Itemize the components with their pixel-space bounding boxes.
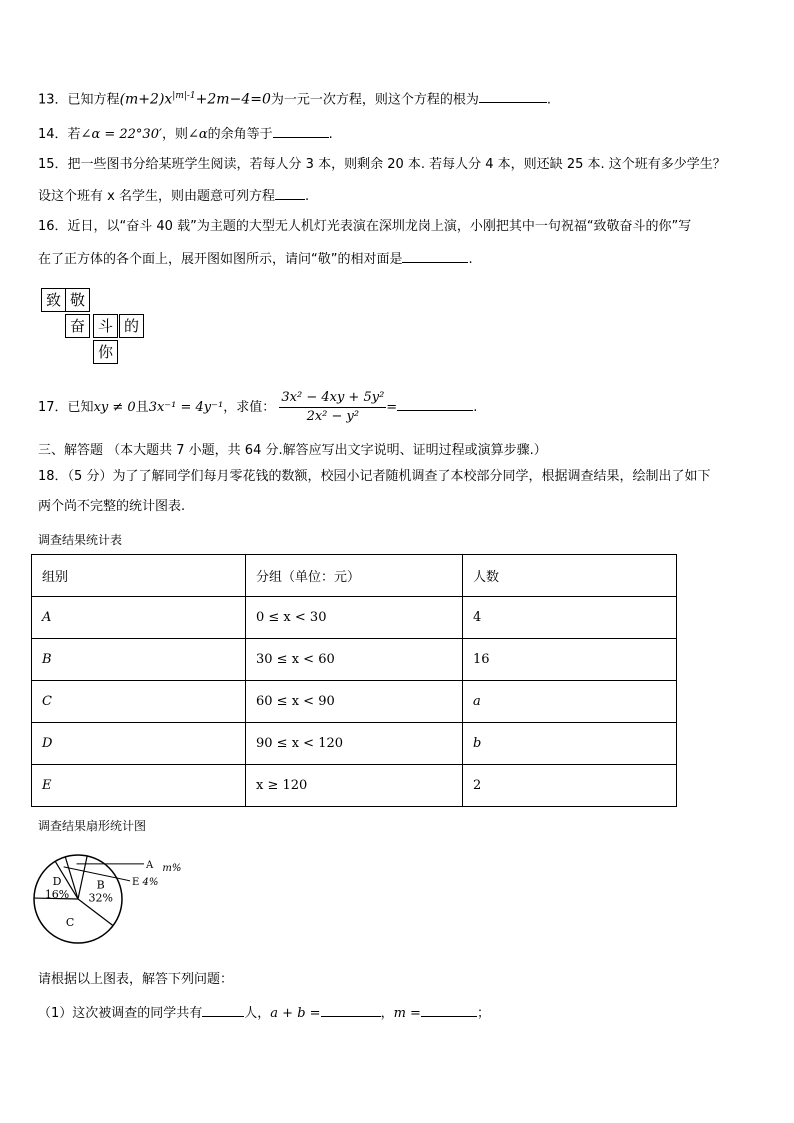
- question-text: 设这个班有 x 名学生，则由题意可列方程: [38, 189, 275, 204]
- pie-slice-label: D: [52, 874, 62, 888]
- answer-blank[interactable]: [275, 185, 305, 200]
- period: .: [473, 400, 478, 415]
- question-text: 且: [135, 400, 149, 415]
- period: .: [328, 127, 333, 142]
- period: .: [468, 252, 473, 267]
- equation: xy ≠ 0: [93, 400, 136, 415]
- table-cell-range: 0 ≤ x < 30: [246, 597, 463, 639]
- survey-table: [31, 554, 677, 807]
- question-number: 13．: [38, 92, 68, 108]
- question-text: （1）这次被调查的同学共有: [38, 1006, 203, 1021]
- pie-slice-value: 32%: [88, 891, 113, 905]
- question-text: 若: [67, 127, 81, 142]
- cube-face-fen: 奋: [65, 314, 90, 338]
- pie-slice-value: 4%: [142, 876, 159, 888]
- pie-chart-title: 调查结果扇形统计图: [38, 819, 147, 833]
- question-15-line1: 15．把一些图书分给某班学生阅读，若每人分 3 本，则剩余 20 本. 若每人分 4 本，则还缺 25 本. 这个班有多少学生？: [38, 157, 726, 172]
- angle-symbol: ∠α: [187, 127, 208, 142]
- table-header: 人数: [463, 555, 677, 597]
- exponent: |m|-1: [172, 91, 196, 101]
- question-text: 人，: [244, 1006, 271, 1021]
- cube-face-jing: 敬: [65, 288, 90, 312]
- answer-blank[interactable]: [397, 396, 473, 411]
- answer-blank[interactable]: [273, 123, 329, 138]
- table-cell-count: a: [463, 681, 677, 723]
- cube-face-ni: 你: [93, 340, 118, 364]
- question-14: [38, 123, 333, 145]
- question-text: ，则: [161, 127, 188, 142]
- table-cell-group: B: [32, 639, 246, 681]
- table-cell-group: D: [32, 723, 246, 765]
- pie-slice-label: E 4%: [132, 876, 159, 888]
- equation: (m+2)x: [119, 91, 173, 108]
- table-header-row: [32, 555, 677, 597]
- section-3-heading: 三、解答题 （本大题共 7 小题，共 64 分.解答应写出文字说明、证明过程或演算步骤.）: [38, 443, 547, 458]
- question-text: 已知: [67, 400, 94, 415]
- equation: ∠α = 22°30′: [80, 127, 162, 142]
- table-title: 调查结果统计表: [38, 533, 123, 547]
- table-row: [32, 765, 677, 807]
- sub-question-1: [38, 1002, 490, 1024]
- question-18-line1: 18．（5 分）为了了解同学们每月零花钱的数额，校园小记者随机调查了本校部分同学，根据调查结果，绘制出了如下: [38, 469, 711, 484]
- prompt-text: 请根据以上图表，解答下列问题：: [38, 972, 234, 987]
- table-cell-range: 30 ≤ x < 60: [246, 639, 463, 681]
- pie-slice-label: B: [96, 878, 105, 892]
- question-18-line2: 两个尚不完整的统计图表.: [38, 499, 186, 514]
- table-cell-range: 90 ≤ x < 120: [246, 723, 463, 765]
- pie-chart: [30, 846, 230, 956]
- question-text: ，求值：: [223, 400, 276, 415]
- table-cell-count: 2: [463, 765, 677, 807]
- fraction-denominator: 2x² − y²: [306, 409, 360, 424]
- equation: 3x⁻¹ = 4y⁻¹: [148, 400, 224, 415]
- table-row: [32, 723, 677, 765]
- question-text: ；: [476, 1006, 490, 1021]
- period: .: [546, 92, 552, 108]
- equation-tail: +2m−4=0: [195, 91, 271, 108]
- table-row: [32, 681, 677, 723]
- table-cell-group: A: [32, 597, 246, 639]
- answer-blank-m[interactable]: [421, 1002, 477, 1017]
- question-number: 14．: [38, 127, 68, 142]
- answer-blank-total[interactable]: [202, 1002, 244, 1017]
- pie-slice-value: m%: [162, 862, 182, 874]
- pie-slice-label: A m%: [146, 859, 182, 874]
- fraction: [279, 389, 386, 426]
- table-row: [32, 639, 677, 681]
- table-cell-range: 60 ≤ x < 90: [246, 681, 463, 723]
- question-text: ，: [380, 1006, 394, 1021]
- table-cell-group: C: [32, 681, 246, 723]
- answer-blank[interactable]: [402, 248, 468, 263]
- fraction-numerator: 3x² − 4xy + 5y²: [279, 389, 386, 408]
- pie-slice-label: C: [65, 915, 75, 929]
- cube-face-dou: 斗: [93, 314, 118, 338]
- table-cell-range: x ≥ 120: [246, 765, 463, 807]
- equals-sign: =: [386, 400, 398, 415]
- table-cell-count: 4: [463, 597, 677, 639]
- equation: m =: [393, 1006, 421, 1021]
- answer-blank-ab[interactable]: [321, 1002, 381, 1017]
- question-17: [38, 388, 477, 428]
- cube-face-zhi: 致: [41, 288, 66, 312]
- table-cell-group: E: [32, 765, 246, 807]
- table-header: 分组（单位：元）: [246, 555, 463, 597]
- question-text: 在了正方体的各个面上，展开图如图所示，请问“敬”的相对面是: [38, 252, 403, 267]
- pie-slice-value: 16%: [44, 887, 70, 901]
- question-13: [38, 86, 551, 110]
- table-header: 组别: [32, 555, 246, 597]
- question-text: 的余角等于: [207, 127, 273, 142]
- equation: a + b =: [270, 1006, 321, 1021]
- table-row: [32, 597, 677, 639]
- question-16-line1: 16．近日，以“奋斗 40 载”为主题的大型无人机灯光表演在深圳龙岗上演，小刚把其中一句祝福“致敬奋斗的你”写: [38, 219, 692, 234]
- question-15-line2: [38, 185, 309, 207]
- cube-face-de: 的: [119, 314, 144, 338]
- table-cell-count: 16: [463, 639, 677, 681]
- question-text: 已知方程: [67, 92, 120, 108]
- period: .: [304, 189, 310, 204]
- question-text: 为一元一次方程，则这个方程的根为: [270, 92, 479, 108]
- table-cell-count: b: [463, 723, 677, 765]
- question-number: 17．: [38, 400, 68, 415]
- answer-blank[interactable]: [479, 88, 547, 103]
- question-16-line2: [38, 248, 473, 270]
